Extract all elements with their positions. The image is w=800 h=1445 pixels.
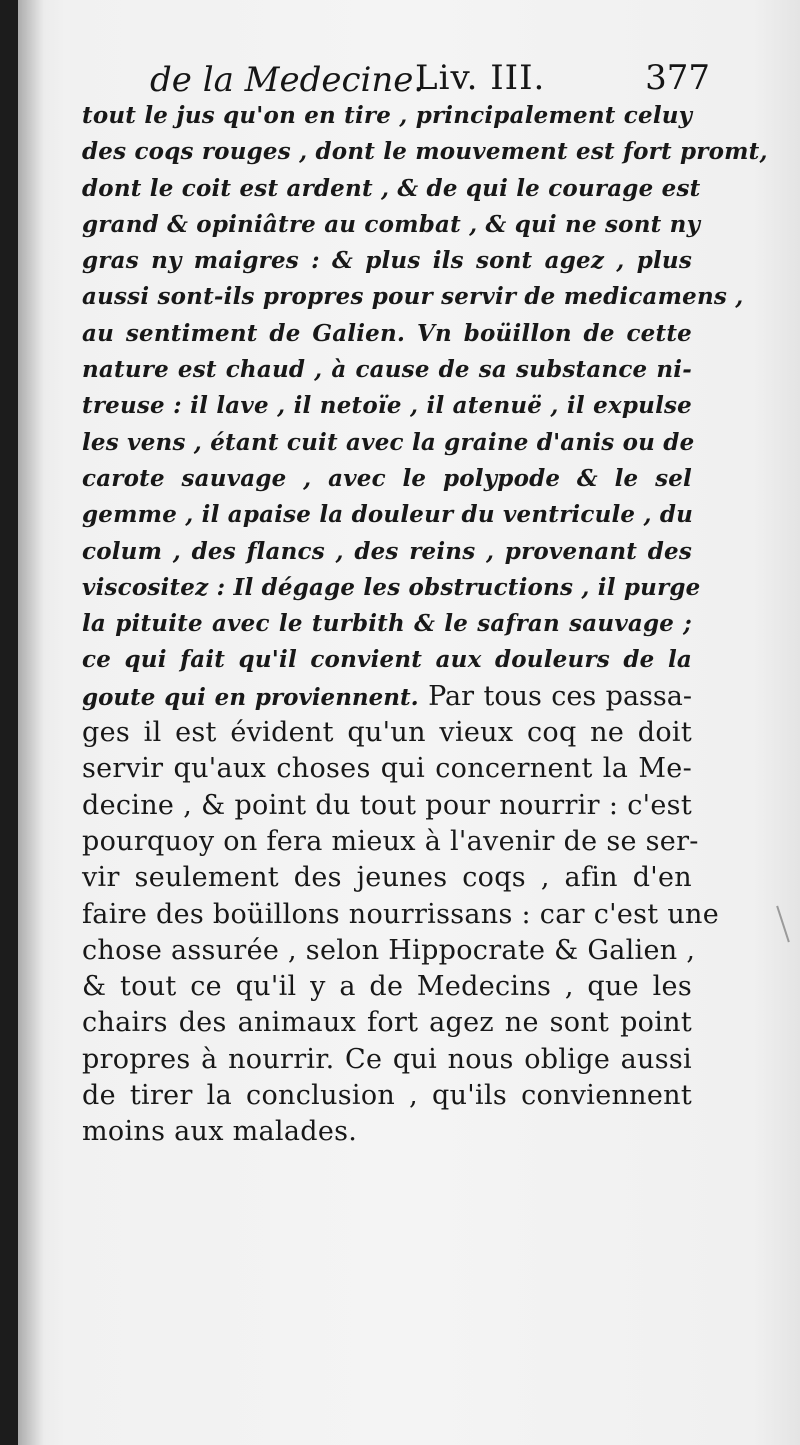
text-line: de tirer la conclusion , qu'ils conviennent	[82, 1080, 692, 1112]
text-line: gemme , il apaise la douleur du ventricule , du	[82, 501, 694, 529]
text-line: grand & opiniâtre au combat , & qui ne sont ny	[82, 210, 701, 238]
text-line: pourquoy on fera mieux à l'avenir de se ser-	[82, 825, 699, 857]
text-line: nature est chaud , à cause de sa substance ni-	[82, 356, 692, 384]
text-line: carote sauvage , avec le polypode & le sel	[82, 464, 692, 492]
roman-segment: Par tous ces passa-	[418, 680, 692, 712]
text-line: aussi sont-ils propres pour servir de medicamens ,	[82, 283, 744, 311]
text-line: colum , des flancs , des reins , provenant des	[82, 537, 692, 565]
text-line: & tout ce qu'il y a de Medecins , que les	[82, 971, 692, 1003]
text-line-final: moins aux malades.	[82, 1116, 358, 1148]
text-line: decine , & point du tout pour nourrir : c'est	[82, 789, 692, 821]
page-number: 377	[645, 58, 710, 98]
text-line: viscositez : Il dégage les obstructions , il purge	[82, 573, 701, 601]
text-line: vir seulement des jeunes coqs , afin d'en	[82, 862, 692, 894]
text-line: les vens , étant cuit avec la graine d'anis ou de	[82, 428, 695, 456]
text-line: dont le coit est ardent , & de qui le courage est	[82, 174, 701, 202]
paper-edge-mark	[776, 906, 790, 943]
text-line: propres à nourrir. Ce qui nous oblige aussi	[82, 1043, 692, 1075]
text-line: au sentiment de Galien. Vn boüillon de cette	[82, 319, 692, 347]
text-line: servir qu'aux choses qui concernent la Me-	[82, 753, 692, 785]
text-line: chose assurée , selon Hippocrate & Galien ,	[82, 934, 696, 966]
text-line: chairs des animaux fort agez ne sont point	[82, 1007, 692, 1039]
italic-segment: goute qui en proviennent.	[82, 683, 419, 711]
text-line: faire des boüillons nourrissans : car c'est une	[82, 898, 719, 930]
book-number: Liv. III.	[415, 58, 546, 98]
text-line: des coqs rouges , dont le mouvement est fort promt,	[82, 138, 768, 166]
text-line-mixed	[82, 679, 692, 715]
text-line: ce qui fait qu'il convient aux douleurs de la	[82, 646, 692, 674]
body-text	[82, 98, 768, 1151]
text-line: tout le jus qu'on en tire , principalement celuy	[82, 102, 693, 129]
book-page	[18, 0, 800, 1445]
gutter-shadow	[18, 0, 44, 1445]
text-line: ges il est évident qu'un vieux coq ne doit	[82, 717, 692, 749]
text-line: la pituite avec le turbith & le safran sauvage ;	[82, 610, 692, 638]
running-title: de la Medecine.	[150, 60, 425, 100]
text-line: gras ny maigres : & plus ils sont agez , plus	[82, 247, 692, 275]
text-line: treuse : il lave , il netoïe , il atenuë , il expulse	[82, 392, 692, 420]
